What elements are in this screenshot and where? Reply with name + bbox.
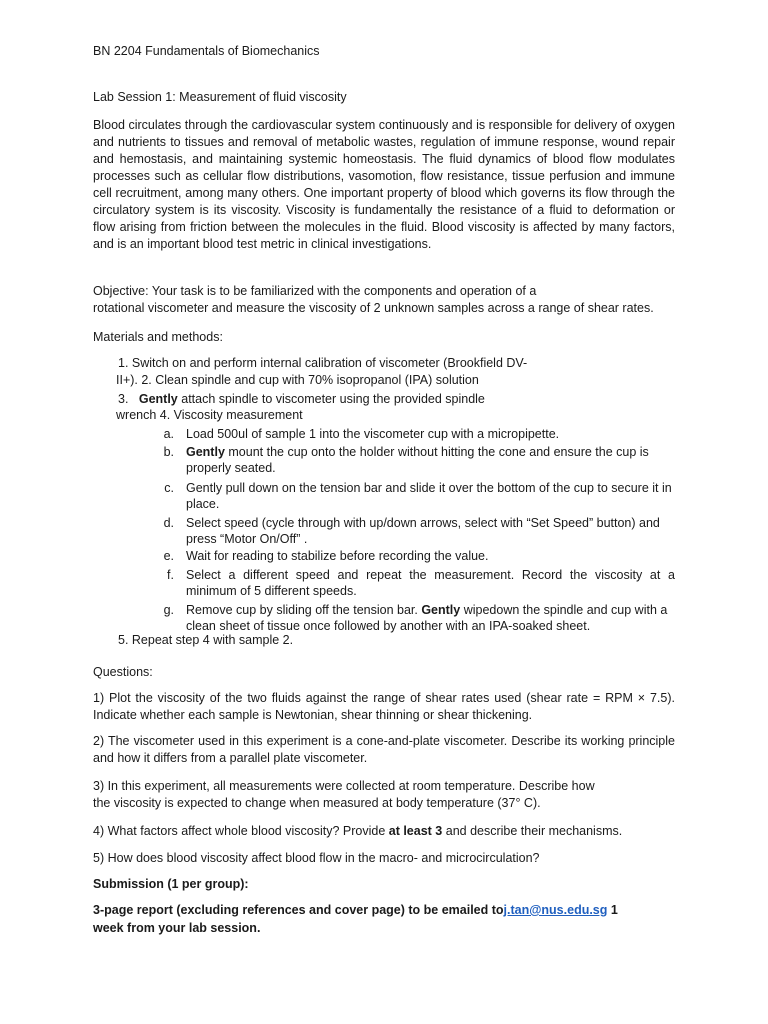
sub-step-b-text: mount the cup onto the holder without hitting the cone and ensure the cup is properly seated. xyxy=(186,445,649,475)
question-4-bold: at least 3 xyxy=(388,824,443,838)
question-4-pre: 4) What factors affect whole blood viscosity? Provide xyxy=(93,824,389,838)
step-3-number: 3. xyxy=(118,392,129,406)
sub-step-e: Wait for reading to stabilize before recording the value. xyxy=(186,549,489,563)
submission-text: 3-page report (excluding references and cover page) to be emailed to xyxy=(93,903,504,917)
step-3-line-2: wrench 4. Viscosity measurement xyxy=(116,408,303,422)
sub-step-b xyxy=(186,444,675,476)
lab-title: Lab Session 1: Measurement of fluid viscosity xyxy=(93,90,347,104)
sub-step-letter: e. xyxy=(163,549,174,563)
question-3-line-2: the viscosity is expected to change when measured at body temperature (37° C). xyxy=(93,796,541,810)
sub-step-letter: g. xyxy=(163,603,174,617)
objective-line-2: rotational viscometer and measure the viscosity of 2 unknown samples across a range of shear rates. xyxy=(93,301,654,315)
sub-step-b-bold: Gently xyxy=(186,445,225,459)
sub-step-d: Select speed (cycle through with up/down arrows, select with “Set Speed” button) and press “Motor On/Off” . xyxy=(186,516,660,546)
submission-line-1 xyxy=(93,902,618,918)
sub-step-letter: b. xyxy=(163,445,174,459)
submission-text-post: 1 xyxy=(607,903,618,917)
sub-step-letter: a. xyxy=(163,427,174,441)
sub-step-g-pre: Remove cup by sliding off the tension bar. xyxy=(186,603,422,617)
step-3-bold: Gently xyxy=(138,392,178,406)
sub-step-c: Gently pull down on the tension bar and slide it over the bottom of the cup to secure it in place. xyxy=(186,481,672,511)
sub-step-a: Load 500ul of sample 1 into the viscometer cup with a micropipette. xyxy=(186,427,560,441)
course-title: BN 2204 Fundamentals of Biomechanics xyxy=(93,44,320,58)
objective-line-1: Objective: Your task is to be familiarized with the components and operation of a xyxy=(93,284,537,298)
sub-step-g-bold: Gently xyxy=(421,603,461,617)
sub-step-g xyxy=(186,602,675,634)
questions-heading: Questions: xyxy=(93,665,153,679)
submission-line-2: week from your lab session. xyxy=(93,921,261,935)
question-2: 2) The viscometer used in this experiment is a cone-and-plate viscometer. Describe its working principle and how it differs from a parallel plate viscometer. xyxy=(93,734,675,765)
step-1-line-1: 1. Switch on and perform internal calibration of viscometer (Brookfield DV- xyxy=(118,356,528,370)
sub-step-g-text: wipedown the spindle and cup with a clean sheet of tissue once followed by another with an IPA-soaked sheet. xyxy=(186,603,668,633)
question-3-line-1: 3) In this experiment, all measurements were collected at room temperature. Describe how xyxy=(93,779,595,793)
question-1: 1) Plot the viscosity of the two fluids against the range of shear rates used (shear rate = RPM × 7.5). Indicate whether each sample is Newtonian, shear thinning or shear thickening. xyxy=(93,691,675,722)
step-3-line-1 xyxy=(118,391,485,407)
question-4-post: and describe their mechanisms. xyxy=(442,824,623,838)
sub-step-letter: f. xyxy=(167,568,174,582)
step-1-line-2: II+). 2. Clean spindle and cup with 70% isopropanol (IPA) solution xyxy=(116,373,479,387)
sub-step-letter: d. xyxy=(163,516,174,530)
sub-step-f: Select a different speed and repeat the measurement. Record the viscosity at a minimum of 5 different speeds. xyxy=(186,568,675,598)
submission-email-link[interactable]: j.tan@nus.edu.sg xyxy=(503,903,608,917)
materials-heading: Materials and methods: xyxy=(93,330,223,344)
submission-heading: Submission (1 per group): xyxy=(93,877,249,891)
question-4 xyxy=(93,823,622,839)
sub-step-letter: c. xyxy=(164,481,174,495)
step-5: 5. Repeat step 4 with sample 2. xyxy=(118,633,294,647)
intro-paragraph: Blood circulates through the cardiovascular system continuously and is responsible for delivery of oxygen and nutrients to tissues and removal of metabolic wastes, regulation of immune response, wound repair and hemostasis, and maintaining systemic homeostasis. The fluid dynamics of blood flow modulates processes such as cellular flow distributions, vasomotion, flow resistance, tissue perfusion and immune cell recruitment, among many others. One important property of blood which governs its flow through the circulatory system is its viscosity. Viscosity is fundamentally the resistance of a fluid to deformation or flow arising from friction between the molecules in the fluid. Blood viscosity is affected by many factors, and is an important blood test metric in clinical investigations. xyxy=(93,118,675,251)
step-3-text: attach spindle to viscometer using the provided spindle xyxy=(177,392,485,406)
question-5: 5) How does blood viscosity affect blood flow in the macro- and microcirculation? xyxy=(93,851,540,865)
